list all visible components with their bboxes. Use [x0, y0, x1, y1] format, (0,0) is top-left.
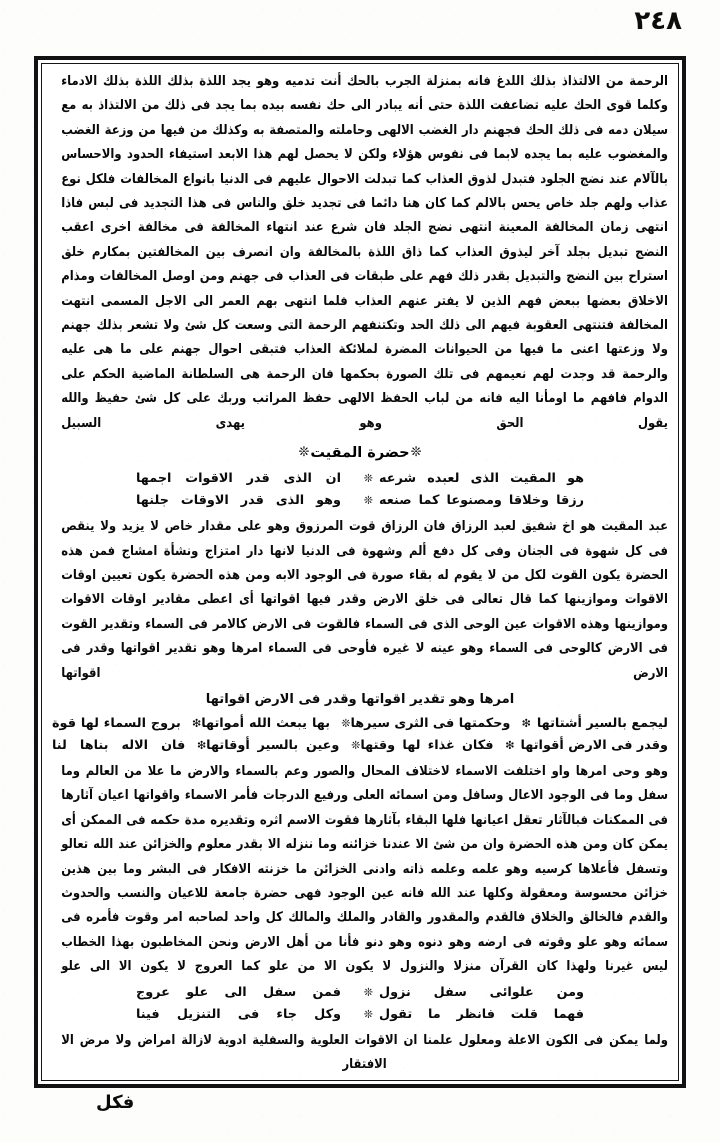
- hemistich-second: وهو الذى قدر الاوقات جلنها: [136, 493, 341, 509]
- verse-line: [52, 490, 668, 512]
- verse-separator-star-icon: ❊: [363, 494, 373, 508]
- hemistich-first: فهما قلت فانظر ما تقول: [379, 1006, 584, 1022]
- paragraph-3: وهو وحى امرها واو اختلفت الاسماء لاختلاف المحال والصور وعم بالسماء والارض ما علا من العالم وما سفل وما فى الوجود الاعال وسافل ومن اسمائه العلى ورفيع الدرجات فأمر الاسماء واقواتها اعيان آثارها فى الممكنات فبالآثار تعقل اعيانها فلها البقاء بآثارها فقوت الاسم اثره وتقديره مدة حكمه فى الممكن أى يمكن كان ومن هذه الحضرة وان من شئ الا عندنا خزائنه وما ننزله الا بقدر معلوم والخزائن عند الله تعالو وتسفل فأعلاها كرسيه وهو علمه وعلمه ذاته وادنى الخزائن ما خزنته الافكار فى البشر وما بين هذين خزائن محسوسة ومعقولة وكلها عند الله فانه عين الوجود فهى حضرة جامعة للاعيان والنسب والحدوث والقدم فالخالق والخلاق فالقدم والمقدور والقادر والملك والمالك كل واحد لصاحبه امر وقوت فأمره فى سمائه وهو علو وقوته فى ارضه وهو دنوه وهو دنو فأنا من أهل الارض ونحن المخاطبون بهذا الخطاب ليس غيرنا ولهذا كان القرآن منزلا والنزول لا يكون الا من علو كما العروج لا يكون الا الى علو: [61, 763, 668, 975]
- section-heading: [52, 441, 668, 465]
- hemistich-second: وكل جاء فى التنزيل فينا: [136, 1006, 341, 1022]
- section-heading-text: حضرة المقيت: [310, 445, 410, 462]
- text-body: [52, 70, 668, 1076]
- hemistich-second-a: فكان غذاء لها وقتها: [360, 737, 494, 753]
- verse-couplet-3: [52, 982, 668, 1026]
- verse-line: [52, 713, 668, 735]
- verse-line: [52, 1004, 668, 1026]
- verse-line: [52, 468, 668, 490]
- verse-line: [52, 982, 668, 1004]
- verse-line: [52, 735, 668, 757]
- verse-separator-star-icon: ❇: [505, 738, 515, 752]
- verse-separator-star-icon: ❇: [192, 716, 202, 730]
- paragraph-4: ولما يمكن فى الكون الاعلة ومعلول علمنا ان الاقوات العلوية والسفلية ادوية لازالة امراض ولا مرض الا الافتقار: [61, 1032, 668, 1072]
- verse-separator-star-icon: ❊: [363, 472, 373, 486]
- verse-couplet-2: [52, 713, 668, 757]
- page-border-frame: [34, 56, 686, 1088]
- verse-separator-star-icon: ❊: [351, 738, 361, 752]
- hemistich-first: هو المقيت الذى لعبده شرعه: [379, 471, 584, 487]
- hemistich-second-b: بها يبعث الله أمواتها: [201, 715, 331, 731]
- page-number: ٢٤٨: [634, 6, 682, 36]
- ornament-star-left-icon: ❊: [410, 445, 422, 461]
- hemistich-first: ومن علوائى سفل نزول: [379, 984, 584, 1000]
- verse-couplet-1: [52, 468, 668, 512]
- hemistich-second-c: فان الاله بناها لنا: [51, 737, 186, 753]
- ornament-star-right-icon: ❊: [298, 445, 310, 461]
- hemistich-first: وقدر فى الارض أقواتها: [520, 737, 669, 753]
- hemistich-first: رزقا وخلاقا ومصنوعا كما صنعه: [379, 493, 584, 509]
- catchword: فكل: [96, 1092, 135, 1113]
- hemistich-second: فمن سفل الى علو عروج: [136, 984, 341, 1000]
- verse-separator-star-icon: ❊: [341, 716, 351, 730]
- paragraph-2: عبد المقيت هو اخ شفيق لعبد الرزاق فان الرزاق قوت المرزوق وهو على مقدار خاص لا يزيد ولا ينقص فى كل شهوة فى الجنان وفى كل دفع ألم وشهوة فى الدنيا لانها دار امتزاج ونشأة امشاج فمن هذه الحضرة يكون القوت لكل من لا يقوم له بقاء صورة فى الوجود الابه ومن هذه الحضرة يكون تعيين اوقات الاقوات وموازينها كما قال تعالى فى خلق الارض وقدر فيها اقواتها أى اعطى مقادير اوقات الاقوات وموازينها وهذه الاقوات عين الوحى الذى فى السماء فالقوت فى الارض كالامر فى السماء وتقدير القوت فى الارض كالوحى فى السماء وهو عينه لا غيره فأوحى فى السماء امرها وهو تقدير اقواتها وقدر فى الارض اقواتها: [61, 519, 668, 681]
- verse-separator-star-icon: ❇: [521, 716, 531, 730]
- hemistich-second-b: وعين بالسير أوقاتها: [206, 737, 340, 753]
- centered-overflow-line: امرها وهو تقدير اقواتها وقدر فى الارض اقواتها: [205, 691, 515, 707]
- hemistich-first: ليجمع بالسير أشتاتها: [536, 715, 668, 731]
- hemistich-second-c: بروج السماء لها قوة: [52, 715, 181, 731]
- verse-separator-star-icon: ❊: [363, 1007, 373, 1021]
- verse-separator-star-icon: ❇: [196, 738, 207, 752]
- paragraph-1: الرحمة من الالتذاذ بذلك اللدغ فانه بمنزلة الجرب بالحك أنت تدميه وهو يجد اللذة بذلك اللذة بذلك الادماء وكلما قوى الحك عليه تضاعفت اللذة حتى أنه يبادر الى حك نفسه بيده بما يجد فى ذلك من الالتذاذ به مع سيلان دمه فى ذلك الحك فجهنم دار الغضب الالهى وحاملته والمتصفة به وكذلك من فيها من وزعة الغضب والمغضوب عليه بما يجده لابما فى نفوس هؤلاء ولكن لا يحصل لهم هذا الابعد استيفاء الحدود والاحساس بالآلام عند نضج الجلود فتبدل لذوق العذاب كما تبدلت الاحوال عليهم فى الدنيا بانواع المخالفات فلكل نوع عذاب ولهم جلد خاص يحس بالالم كما كان هنا دائما فى تجديد خلق والناس فى هذا التجديد فى لبس فاذا انتهى زمان المخالفة المعينة انتهى نضج الجلد فان شرع عند انتهاء المخالفة فى مخالفة اخرى اعقب النضج تبديل بجلد آخر ليذوق العذاب كما ذاق اللذة بالمخالفة وان انصرف بين المخالفتين بمكارم خلق استراح بين النضج والتبديل بقدر ذلك فهم على طبقات فى العذاب فى جهنم ومن اوصل المخالفات ومذام الاخلاق بعضها ببعض فهم الذين لا يفتر عنهم العذاب فلما انتهى بهم العمر الى الاجل المسمى انتهت المخالفة فتنتهى العقوبة فيهم الى ذلك الحد وتكتنفهم الرحمة التى وسعت كل شئ ولا تشعر بذلك جهنم ولا وزعتها اعنى ما فيها من الحيوانات المضرة لملائكة العذاب فتبقى احوال جهنم على ما هى عليه والرحمة قد وجدت لهم نعيمهم فى تلك الصورة بحكمها فان الرحمة هى السلطانة الماضية الحكم على الدوام فافهم ما اومأنا اليه فانه من لباب الحفظ الالهى حفظ المراتب وربك على كل شئ حفيظ والله يقول الحق وهو يهدى السبيل: [61, 74, 668, 431]
- hemistich-second: ان الذى قدر الاقوات اجمها: [136, 471, 341, 487]
- hemistich-second-a: وحكمتها فى الثرى سيرها: [350, 715, 511, 731]
- verse-separator-star-icon: ❊: [363, 985, 373, 999]
